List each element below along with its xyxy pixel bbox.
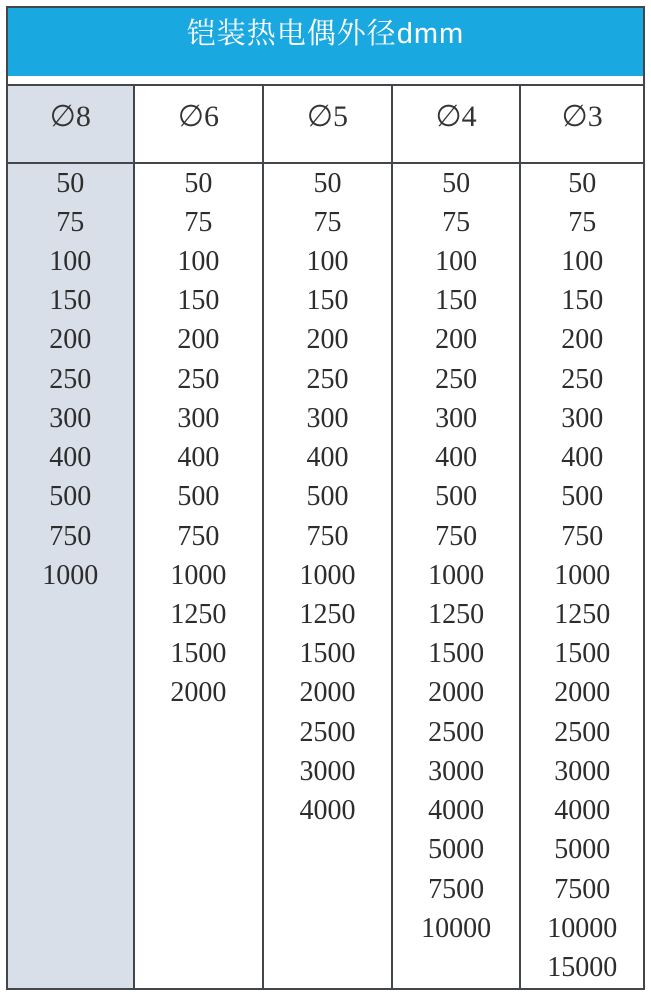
length-value: 150 bbox=[49, 285, 92, 317]
length-value: 50 bbox=[184, 167, 213, 199]
length-value: 250 bbox=[49, 363, 92, 395]
length-value: 4000 bbox=[554, 795, 611, 827]
length-value: 1250 bbox=[299, 599, 356, 631]
length-value: 1500 bbox=[554, 638, 611, 670]
length-value: 1000 bbox=[428, 559, 485, 591]
length-value: 1000 bbox=[554, 559, 611, 591]
length-value: 3000 bbox=[299, 755, 356, 787]
length-value: 1000 bbox=[170, 559, 227, 591]
length-value: 750 bbox=[49, 520, 92, 552]
length-value: 1250 bbox=[170, 599, 227, 631]
length-value: 1250 bbox=[428, 599, 485, 631]
length-value: 7500 bbox=[554, 873, 611, 905]
length-value: 750 bbox=[561, 520, 604, 552]
column-header-diameter: ∅8 bbox=[8, 86, 135, 162]
length-value: 250 bbox=[561, 363, 604, 395]
length-value: 75 bbox=[56, 206, 85, 238]
length-value: 50 bbox=[568, 167, 597, 199]
length-value: 300 bbox=[177, 402, 220, 434]
length-value: 750 bbox=[177, 520, 220, 552]
length-value: 200 bbox=[561, 324, 604, 356]
length-value: 1000 bbox=[42, 559, 99, 591]
length-value: 10000 bbox=[547, 912, 618, 944]
length-value: 1000 bbox=[299, 559, 356, 591]
length-value: 1250 bbox=[554, 599, 611, 631]
length-value: 400 bbox=[306, 442, 349, 474]
length-value: 5000 bbox=[428, 834, 485, 866]
length-value: 400 bbox=[177, 442, 220, 474]
column-header-row bbox=[8, 86, 643, 162]
length-value: 75 bbox=[442, 206, 471, 238]
length-value: 50 bbox=[56, 167, 85, 199]
length-value: 250 bbox=[306, 363, 349, 395]
column-header-diameter: ∅3 bbox=[561, 99, 603, 133]
column-header-diameter: ∅5 bbox=[264, 86, 393, 162]
length-value: 400 bbox=[561, 442, 604, 474]
length-value: 250 bbox=[177, 363, 220, 395]
table-body bbox=[8, 164, 643, 988]
length-value: 3000 bbox=[554, 755, 611, 787]
length-value: 1500 bbox=[170, 638, 227, 670]
length-value: 50 bbox=[313, 167, 342, 199]
length-value: 75 bbox=[184, 206, 213, 238]
length-value: 75 bbox=[568, 206, 597, 238]
length-value: 2000 bbox=[554, 677, 611, 709]
length-value: 2000 bbox=[428, 677, 485, 709]
length-value: 10000 bbox=[421, 912, 492, 944]
length-column bbox=[264, 164, 393, 988]
length-value: 300 bbox=[49, 402, 92, 434]
length-value: 75 bbox=[313, 206, 342, 238]
length-value: 15000 bbox=[547, 951, 618, 983]
length-value: 500 bbox=[49, 481, 92, 513]
length-value: 2000 bbox=[170, 677, 227, 709]
length-value: 3000 bbox=[428, 755, 485, 787]
length-value: 200 bbox=[435, 324, 478, 356]
length-value: 5000 bbox=[554, 834, 611, 866]
length-value: 150 bbox=[306, 285, 349, 317]
length-value: 100 bbox=[49, 246, 92, 278]
length-value: 4000 bbox=[428, 795, 485, 827]
length-value: 500 bbox=[561, 481, 604, 513]
column-header-diameter: ∅4 bbox=[393, 86, 522, 162]
table-title: 铠装热电偶外径dmm bbox=[186, 18, 465, 50]
length-value: 200 bbox=[49, 324, 92, 356]
length-value: 1500 bbox=[428, 638, 485, 670]
length-value: 4000 bbox=[299, 795, 356, 827]
length-value: 300 bbox=[306, 402, 349, 434]
length-value: 2500 bbox=[428, 716, 485, 748]
title-gap bbox=[8, 76, 643, 84]
length-column bbox=[135, 164, 265, 988]
length-value: 100 bbox=[435, 246, 478, 278]
length-value: 750 bbox=[306, 520, 349, 552]
length-value: 300 bbox=[435, 402, 478, 434]
length-value: 400 bbox=[435, 442, 478, 474]
length-value: 150 bbox=[435, 285, 478, 317]
length-value: 2000 bbox=[299, 677, 356, 709]
length-value: 1500 bbox=[299, 638, 356, 670]
length-value: 150 bbox=[177, 285, 220, 317]
length-value: 500 bbox=[177, 481, 220, 513]
length-value: 250 bbox=[435, 363, 478, 395]
length-value: 2500 bbox=[299, 716, 356, 748]
column-header-diameter: ∅6 bbox=[135, 86, 265, 162]
length-value: 100 bbox=[561, 246, 604, 278]
length-value: 7500 bbox=[428, 873, 485, 905]
length-column bbox=[521, 164, 643, 988]
length-value: 2500 bbox=[554, 716, 611, 748]
length-value: 500 bbox=[435, 481, 478, 513]
thermocouple-diameter-table bbox=[6, 6, 645, 990]
length-value: 100 bbox=[177, 246, 220, 278]
length-value: 300 bbox=[561, 402, 604, 434]
length-value: 150 bbox=[561, 285, 604, 317]
length-value: 200 bbox=[306, 324, 349, 356]
length-value: 500 bbox=[306, 481, 349, 513]
length-column bbox=[8, 164, 135, 988]
length-value: 100 bbox=[306, 246, 349, 278]
length-value: 750 bbox=[435, 520, 478, 552]
length-value: 200 bbox=[177, 324, 220, 356]
length-column bbox=[393, 164, 522, 988]
length-value: 400 bbox=[49, 442, 92, 474]
length-value: 50 bbox=[442, 167, 471, 199]
table-title-band bbox=[8, 8, 643, 76]
